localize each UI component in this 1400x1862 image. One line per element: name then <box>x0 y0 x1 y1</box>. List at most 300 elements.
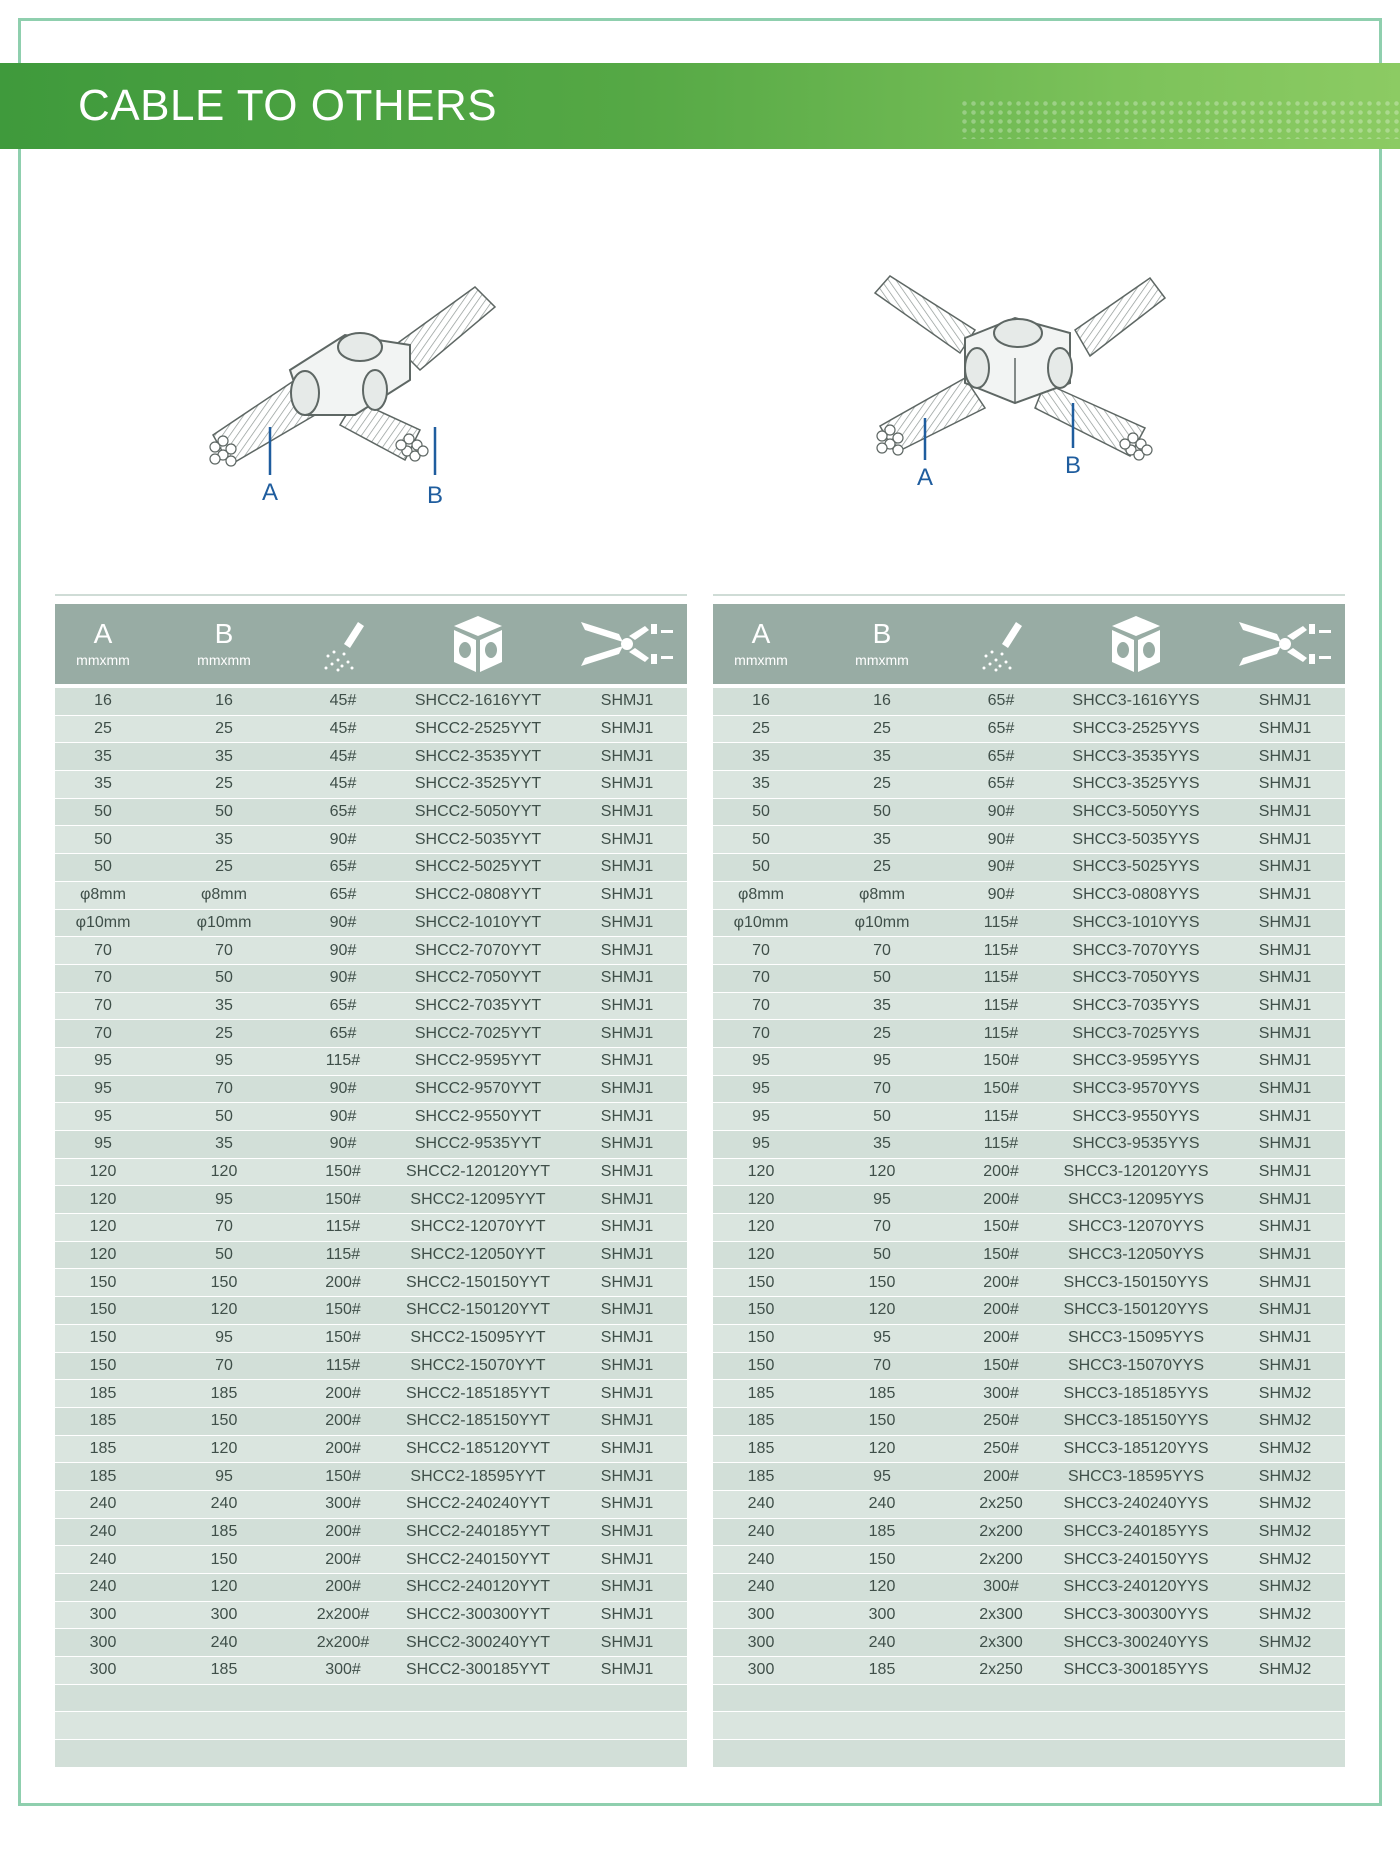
cell-model: SHCC2-240240YYT <box>405 1495 551 1513</box>
cell-tool: SHMJ1 <box>600 1384 654 1402</box>
header-col-tool <box>567 614 687 674</box>
cell-model: SHCC2-18595YYT <box>410 1467 546 1485</box>
cell-size-b: 185 <box>868 1661 896 1679</box>
cell-model: SHCC2-1010YYT <box>414 913 542 931</box>
table-row <box>713 854 1345 882</box>
table-row <box>713 910 1345 938</box>
cell-size-a: 120 <box>89 1218 117 1236</box>
header-col-die <box>297 614 389 674</box>
cell-tool: SHMJ1 <box>1258 1052 1312 1070</box>
cell-model: SHCC3-7025YYS <box>1072 1024 1200 1042</box>
cell-size-a: 150 <box>89 1301 117 1319</box>
cell-size-a: 300 <box>89 1633 117 1651</box>
cell-tool: SHMJ1 <box>600 969 654 987</box>
cell-size-b: 50 <box>873 969 891 987</box>
cell-die: 200# <box>983 1329 1019 1347</box>
table-row <box>55 1048 687 1076</box>
cell-die: 65# <box>987 747 1015 765</box>
cell-tool: SHMJ1 <box>600 941 654 959</box>
cell-model: SHCC3-3535YYS <box>1072 747 1200 765</box>
cell-die: 200# <box>983 1301 1019 1319</box>
cell-die: 250# <box>983 1439 1019 1457</box>
figure-label-b: B <box>426 482 444 509</box>
cell-size-a: 25 <box>94 720 112 738</box>
cell-tool: SHMJ2 <box>1258 1633 1312 1651</box>
table-row <box>55 1103 687 1131</box>
cell-model: SHCC3-300240YYS <box>1063 1633 1209 1651</box>
cell-tool: SHMJ1 <box>600 1107 654 1125</box>
cell-model: SHCC2-150150YYT <box>405 1273 551 1291</box>
table-row <box>713 993 1345 1021</box>
cell-size-a: 120 <box>747 1246 775 1264</box>
cell-size-a: 70 <box>752 969 770 987</box>
cell-die: 2x250 <box>979 1495 1023 1513</box>
cell-model: SHCC3-15070YYS <box>1067 1356 1205 1374</box>
table-row <box>55 965 687 993</box>
table-row <box>55 882 687 910</box>
cell-size-b: 150 <box>868 1273 896 1291</box>
cell-die: 45# <box>329 775 357 793</box>
cell-size-a: 95 <box>94 1135 112 1153</box>
cell-die: 115# <box>983 969 1019 987</box>
cell-size-b: 35 <box>873 747 891 765</box>
compression-die-icon <box>976 614 1026 674</box>
table-row <box>55 1546 687 1574</box>
table-row <box>713 965 1345 993</box>
cell-size-b: φ10mm <box>854 913 910 931</box>
cell-tool: SHMJ2 <box>1258 1606 1312 1624</box>
cell-tool: SHMJ2 <box>1258 1495 1312 1513</box>
table-row <box>713 771 1345 799</box>
cell-size-a: 150 <box>747 1329 775 1347</box>
cell-size-a: 185 <box>89 1384 117 1402</box>
table-row <box>55 1712 687 1740</box>
cell-size-b: 240 <box>868 1633 896 1651</box>
cell-tool: SHMJ1 <box>600 1024 654 1042</box>
cell-tool: SHMJ1 <box>600 830 654 848</box>
cell-model: SHCC2-12050YYT <box>410 1246 546 1264</box>
table-row <box>713 716 1345 744</box>
cell-size-b: 95 <box>215 1329 233 1347</box>
cell-size-a: 70 <box>94 996 112 1014</box>
table-row <box>55 1685 687 1713</box>
table-row <box>713 1159 1345 1187</box>
figure-label-a: A <box>916 464 934 491</box>
header-col-b <box>809 619 955 669</box>
cell-tool: SHMJ1 <box>600 1467 654 1485</box>
cell-size-b: 185 <box>868 1384 896 1402</box>
cell-size-b: 16 <box>873 692 891 710</box>
cell-model: SHCC2-9570YYT <box>414 1079 542 1097</box>
cell-size-a: 95 <box>752 1079 770 1097</box>
cell-tool: SHMJ1 <box>1258 803 1312 821</box>
cell-size-b: 95 <box>215 1052 233 1070</box>
cell-die: 65# <box>329 1024 357 1042</box>
header-b-letter: B <box>214 618 234 649</box>
cell-model: SHCC3-1616YYS <box>1072 692 1200 710</box>
cell-tool: SHMJ1 <box>600 1495 654 1513</box>
cell-size-b: 25 <box>873 775 891 793</box>
cell-model: SHCC3-1010YYS <box>1072 913 1200 931</box>
header-col-a <box>713 619 809 669</box>
cell-size-b: 50 <box>873 1246 891 1264</box>
cell-die: 2x250 <box>979 1661 1023 1679</box>
cell-size-a: φ10mm <box>733 913 789 931</box>
cell-die: 300# <box>325 1495 361 1513</box>
cell-model: SHCC2-185120YYT <box>405 1439 551 1457</box>
table-row <box>55 799 687 827</box>
table-row <box>713 1712 1345 1740</box>
spec-table-right <box>713 594 1345 1768</box>
cell-model: SHCC2-240185YYT <box>405 1522 551 1540</box>
cell-die: 150# <box>983 1052 1019 1070</box>
table-row <box>713 1491 1345 1519</box>
cell-die: 90# <box>329 1107 357 1125</box>
table-row <box>713 1131 1345 1159</box>
cell-tool: SHMJ1 <box>1258 886 1312 904</box>
cell-model: SHCC2-240120YYT <box>405 1578 551 1596</box>
table-row <box>713 1242 1345 1270</box>
cell-size-b: 95 <box>873 1467 891 1485</box>
cell-size-b: 120 <box>210 1439 238 1457</box>
cell-size-b: 300 <box>868 1606 896 1624</box>
cell-model: SHCC2-120120YYT <box>405 1163 551 1181</box>
cell-size-b: 95 <box>873 1329 891 1347</box>
cell-size-a: 240 <box>89 1522 117 1540</box>
cell-model: SHCC2-9595YYT <box>414 1052 542 1070</box>
table-row <box>55 1602 687 1630</box>
connector-block-icon <box>1108 612 1164 676</box>
cell-size-a: 185 <box>89 1412 117 1430</box>
cell-die: 150# <box>325 1190 361 1208</box>
cell-tool: SHMJ1 <box>600 775 654 793</box>
cell-tool: SHMJ2 <box>1258 1522 1312 1540</box>
table-row <box>713 1408 1345 1436</box>
cell-die: 200# <box>983 1467 1019 1485</box>
cell-size-b: 35 <box>873 830 891 848</box>
cell-die: 200# <box>325 1578 361 1596</box>
cell-model: SHCC2-300240YYT <box>405 1633 551 1651</box>
cell-model: SHCC2-7035YYT <box>414 996 542 1014</box>
cell-size-a: 70 <box>94 969 112 987</box>
cell-size-b: 120 <box>868 1578 896 1596</box>
cell-size-a: 300 <box>747 1633 775 1651</box>
cell-size-b: 35 <box>215 830 233 848</box>
cell-size-b: 50 <box>873 803 891 821</box>
cell-size-a: 50 <box>752 858 770 876</box>
table-row <box>55 1131 687 1159</box>
cell-model: SHCC3-12070YYS <box>1067 1218 1205 1236</box>
table-row <box>713 1103 1345 1131</box>
cell-size-b: 35 <box>215 1135 233 1153</box>
cell-size-a: 120 <box>89 1190 117 1208</box>
cell-size-a: 240 <box>89 1578 117 1596</box>
cell-tool: SHMJ1 <box>600 1578 654 1596</box>
cell-tool: SHMJ1 <box>1258 1329 1312 1347</box>
cell-size-a: 185 <box>747 1439 775 1457</box>
cell-tool: SHMJ2 <box>1258 1467 1312 1485</box>
cell-size-b: 150 <box>210 1550 238 1568</box>
cell-tool: SHMJ1 <box>600 996 654 1014</box>
banner-pattern <box>960 99 1400 139</box>
table-row <box>55 743 687 771</box>
cell-size-a: φ8mm <box>80 886 126 904</box>
figure-label-a: A <box>261 479 279 506</box>
cell-model: SHCC3-15095YYS <box>1067 1329 1205 1347</box>
table-row <box>713 1574 1345 1602</box>
cell-die: 90# <box>329 1079 357 1097</box>
cell-model: SHCC3-5035YYS <box>1072 830 1200 848</box>
cell-die: 65# <box>329 803 357 821</box>
cell-die: 65# <box>329 858 357 876</box>
cell-size-a: 150 <box>89 1273 117 1291</box>
cell-die: 90# <box>329 830 357 848</box>
table-row <box>55 1242 687 1270</box>
table-row <box>713 1546 1345 1574</box>
cell-die: 2x200# <box>316 1606 370 1624</box>
cell-size-b: 50 <box>215 803 233 821</box>
cell-die: 200# <box>983 1163 1019 1181</box>
cell-size-a: 300 <box>89 1606 117 1624</box>
cell-size-a: 185 <box>747 1412 775 1430</box>
cell-model: SHCC2-240150YYT <box>405 1550 551 1568</box>
cell-size-b: 185 <box>210 1384 238 1402</box>
cell-size-a: 95 <box>752 1135 770 1153</box>
table-row <box>713 1214 1345 1242</box>
cell-tool: SHMJ1 <box>600 747 654 765</box>
cell-size-b: 25 <box>873 858 891 876</box>
cell-tool: SHMJ1 <box>600 1246 654 1264</box>
table-row <box>55 1269 687 1297</box>
cell-size-a: 240 <box>747 1495 775 1513</box>
table-body <box>55 688 687 1768</box>
cell-tool: SHMJ1 <box>600 1273 654 1291</box>
cell-model: SHCC3-240240YYS <box>1063 1495 1209 1513</box>
cell-die: 200# <box>325 1522 361 1540</box>
cell-model: SHCC2-185185YYT <box>405 1384 551 1402</box>
table-row <box>55 1353 687 1381</box>
cell-size-b: 120 <box>868 1301 896 1319</box>
cell-tool: SHMJ1 <box>1258 941 1312 959</box>
cell-size-a: 50 <box>94 803 112 821</box>
cell-tool: SHMJ1 <box>1258 1190 1312 1208</box>
table-row <box>55 771 687 799</box>
cell-size-a: 240 <box>89 1495 117 1513</box>
cell-model: SHCC3-300300YYS <box>1063 1606 1209 1624</box>
cell-die: 200# <box>325 1412 361 1430</box>
cell-model: SHCC2-2525YYT <box>414 720 542 738</box>
cell-die: 90# <box>329 969 357 987</box>
cell-model: SHCC3-185150YYS <box>1063 1412 1209 1430</box>
cell-size-a: 95 <box>94 1079 112 1097</box>
cell-size-a: 70 <box>94 1024 112 1042</box>
cell-tool: SHMJ1 <box>1258 969 1312 987</box>
cell-size-a: φ10mm <box>75 913 131 931</box>
header-b-letter: B <box>872 618 892 649</box>
crimping-tool-icon <box>1237 614 1333 674</box>
header-a-letter: A <box>751 618 771 649</box>
table-row <box>55 1214 687 1242</box>
cell-model: SHCC3-185185YYS <box>1063 1384 1209 1402</box>
table-row <box>713 1048 1345 1076</box>
cell-tool: SHMJ1 <box>600 1301 654 1319</box>
table-row <box>713 1325 1345 1353</box>
table-row <box>55 1076 687 1104</box>
cell-tool: SHMJ1 <box>600 1661 654 1679</box>
cell-model: SHCC3-12050YYS <box>1067 1246 1205 1264</box>
cell-tool: SHMJ1 <box>600 1079 654 1097</box>
cell-model: SHCC2-12070YYT <box>410 1218 546 1236</box>
cell-tool: SHMJ1 <box>600 1550 654 1568</box>
cell-die: 150# <box>325 1329 361 1347</box>
header-a-unit: mmxmm <box>76 652 130 668</box>
cell-size-b: 50 <box>873 1107 891 1125</box>
cell-size-b: 95 <box>873 1052 891 1070</box>
header-col-model <box>389 612 567 676</box>
cell-die: 200# <box>325 1384 361 1402</box>
cell-model: SHCC3-9570YYS <box>1072 1079 1200 1097</box>
table-row <box>713 1602 1345 1630</box>
cell-size-b: 240 <box>868 1495 896 1513</box>
cell-model: SHCC2-5025YYT <box>414 858 542 876</box>
cell-tool: SHMJ1 <box>600 1218 654 1236</box>
cell-die: 115# <box>983 913 1019 931</box>
cell-size-a: 120 <box>747 1190 775 1208</box>
table-row <box>713 1020 1345 1048</box>
cell-model: SHCC3-2525YYS <box>1072 720 1200 738</box>
cell-size-b: 25 <box>215 858 233 876</box>
cell-size-b: 25 <box>873 720 891 738</box>
cell-model: SHCC3-5050YYS <box>1072 803 1200 821</box>
cell-size-a: 240 <box>747 1550 775 1568</box>
table-row <box>713 1463 1345 1491</box>
cell-die: 2x200# <box>316 1633 370 1651</box>
cell-size-b: 120 <box>210 1301 238 1319</box>
page-title: CABLE TO OTHERS <box>78 81 498 130</box>
cell-tool: SHMJ1 <box>600 1633 654 1651</box>
cell-tool: SHMJ1 <box>600 1163 654 1181</box>
cell-die: 300# <box>983 1578 1019 1596</box>
table-row <box>55 688 687 716</box>
cell-model: SHCC2-15095YYT <box>410 1329 546 1347</box>
cell-tool: SHMJ1 <box>600 803 654 821</box>
cell-tool: SHMJ1 <box>1258 1246 1312 1264</box>
cell-die: 115# <box>983 996 1019 1014</box>
header-col-die <box>955 614 1047 674</box>
header-col-a <box>55 619 151 669</box>
table-row <box>55 1491 687 1519</box>
table-row <box>713 1657 1345 1685</box>
cell-size-b: 70 <box>873 1079 891 1097</box>
cell-model: SHCC2-7050YYT <box>414 969 542 987</box>
table-row <box>713 688 1345 716</box>
cell-model: SHCC3-9595YYS <box>1072 1052 1200 1070</box>
cell-size-b: 70 <box>215 1218 233 1236</box>
table-row <box>55 854 687 882</box>
cell-model: SHCC3-240150YYS <box>1063 1550 1209 1568</box>
cell-die: 115# <box>325 1356 361 1374</box>
table-body <box>713 688 1345 1768</box>
cell-tool: SHMJ1 <box>1258 1024 1312 1042</box>
cell-size-b: 185 <box>210 1661 238 1679</box>
cell-size-a: 16 <box>94 692 112 710</box>
cell-model: SHCC2-5050YYT <box>414 803 542 821</box>
cell-size-b: φ8mm <box>859 886 905 904</box>
cell-die: 150# <box>325 1467 361 1485</box>
cell-model: SHCC2-12095YYT <box>410 1190 546 1208</box>
title-banner <box>0 63 1400 149</box>
table-row <box>713 1380 1345 1408</box>
cell-model: SHCC2-300300YYT <box>405 1606 551 1624</box>
cell-size-a: 240 <box>89 1550 117 1568</box>
cell-size-b: 240 <box>210 1495 238 1513</box>
cell-size-b: 150 <box>868 1550 896 1568</box>
cell-model: SHCC2-7025YYT <box>414 1024 542 1042</box>
header-a-unit: mmxmm <box>734 652 788 668</box>
cross-connector-illustration <box>865 268 1185 498</box>
cell-die: 90# <box>987 886 1015 904</box>
cell-model: SHCC2-9535YYT <box>414 1135 542 1153</box>
cell-size-b: 25 <box>215 775 233 793</box>
cell-size-b: 95 <box>215 1467 233 1485</box>
cell-size-a: 95 <box>752 1052 770 1070</box>
cell-size-a: φ8mm <box>738 886 784 904</box>
cell-model: SHCC2-3535YYT <box>414 747 542 765</box>
cell-tool: SHMJ1 <box>1258 720 1312 738</box>
cell-size-a: 25 <box>752 720 770 738</box>
cell-tool: SHMJ1 <box>600 1052 654 1070</box>
cell-size-b: 240 <box>210 1633 238 1651</box>
figure-label-b: B <box>1064 452 1082 479</box>
cell-tool: SHMJ1 <box>600 858 654 876</box>
cell-size-b: 50 <box>215 1107 233 1125</box>
table-row <box>55 993 687 1021</box>
cell-size-b: 70 <box>215 1079 233 1097</box>
cell-tool: SHMJ1 <box>600 1135 654 1153</box>
cell-size-a: 185 <box>89 1467 117 1485</box>
cell-tool: SHMJ1 <box>600 692 654 710</box>
cell-die: 90# <box>987 803 1015 821</box>
cell-size-a: 150 <box>89 1356 117 1374</box>
cell-size-a: 120 <box>89 1163 117 1181</box>
cell-tool: SHMJ1 <box>1258 692 1312 710</box>
spec-table-left <box>55 594 687 1768</box>
table-top-rule <box>713 594 1345 596</box>
cell-size-a: 16 <box>752 692 770 710</box>
cell-size-a: 185 <box>747 1467 775 1485</box>
table-row <box>713 1076 1345 1104</box>
cell-tool: SHMJ1 <box>1258 996 1312 1014</box>
cell-model: SHCC2-1616YYT <box>414 692 542 710</box>
cell-size-b: 150 <box>868 1412 896 1430</box>
table-row <box>713 743 1345 771</box>
cell-size-a: 95 <box>94 1107 112 1125</box>
table-row <box>55 1380 687 1408</box>
cell-die: 45# <box>329 720 357 738</box>
cell-die: 300# <box>325 1661 361 1679</box>
cell-size-b: φ8mm <box>201 886 247 904</box>
cell-tool: SHMJ1 <box>600 720 654 738</box>
cell-size-b: 25 <box>215 720 233 738</box>
cell-size-a: 240 <box>747 1522 775 1540</box>
cell-model: SHCC3-7070YYS <box>1072 941 1200 959</box>
table-row <box>55 1740 687 1768</box>
cell-size-a: 150 <box>89 1329 117 1347</box>
cell-size-b: 16 <box>215 692 233 710</box>
cell-tool: SHMJ1 <box>1258 1301 1312 1319</box>
cell-model: SHCC3-3525YYS <box>1072 775 1200 793</box>
cell-model: SHCC2-150120YYT <box>405 1301 551 1319</box>
